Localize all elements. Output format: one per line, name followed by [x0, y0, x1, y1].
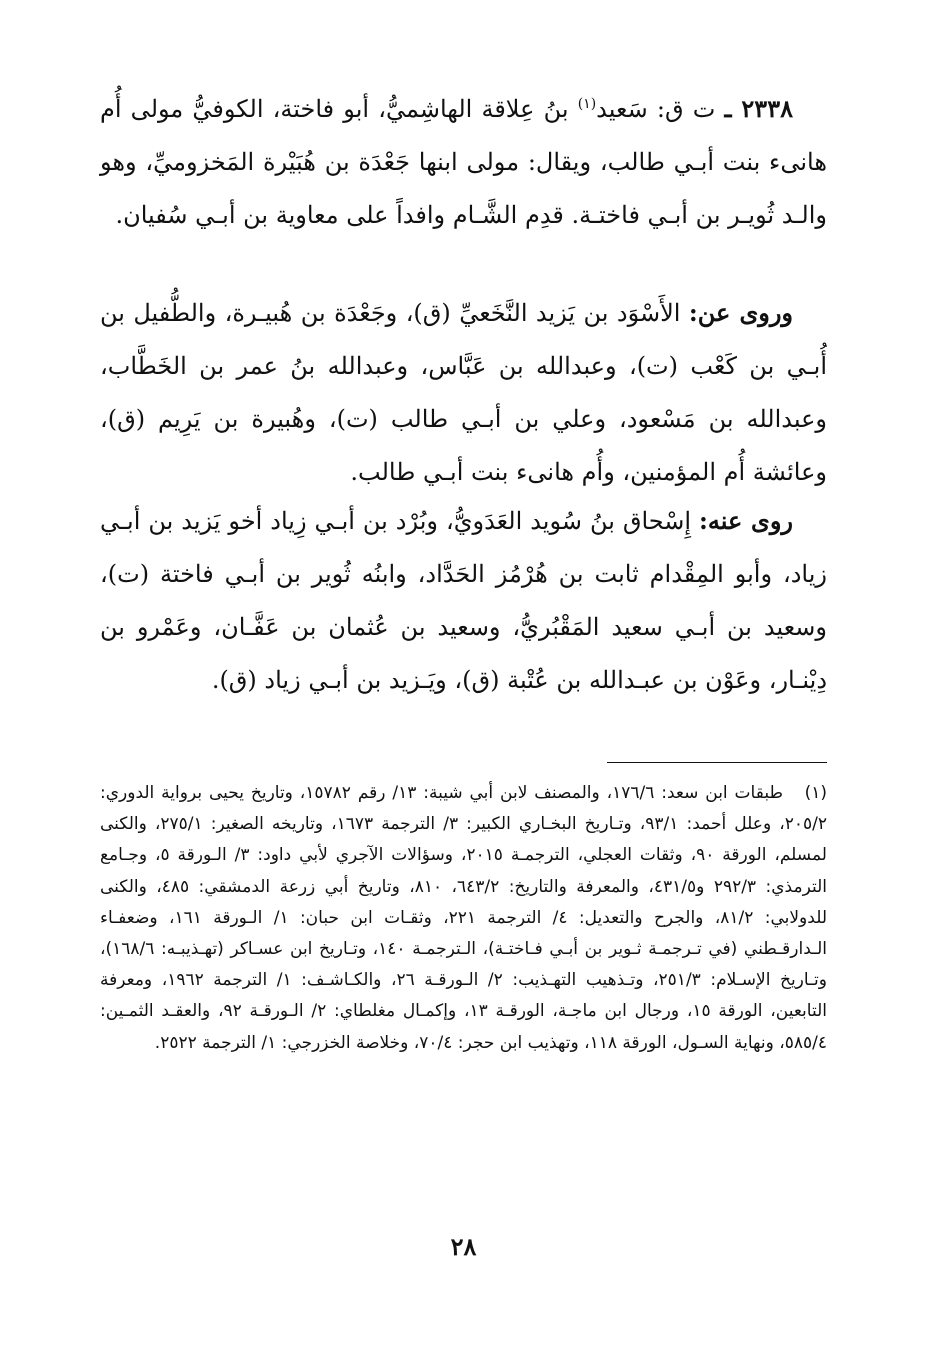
- narrated-from-label: وروى عن:: [688, 298, 794, 327]
- footnote: [100, 778, 827, 1059]
- narrated-from-text: الأَسْوَد بن يَزيد النَّخَعيِّ (ق)، وجَعْدَة بن هُبيـرة، والطُّفيل بن أُبـي بن كَعْب (ت)، وعبدالله بن عَبَّاس، وعبدالله بنُ عمر بن الخَطَّاب، وعبدالله بن مَسْعود، وعلي بن أبـي طالب (ت)، وهُبيرة بن يَرِيم (ق)، وعائشة أُم المؤمنين، وأُم هانىء بنت أبـي طالب.: [100, 299, 827, 486]
- entry-paragraph: [100, 78, 827, 242]
- narrated-by-paragraph: [100, 494, 827, 707]
- page-number: ٢٨: [450, 1232, 477, 1261]
- entry-number: ٢٣٣٨ ـ: [724, 94, 793, 123]
- narrated-from-paragraph: [100, 286, 827, 499]
- biography-entry: [100, 78, 827, 242]
- footnote-marker: (١): [804, 783, 827, 803]
- narrated-from-section: [100, 286, 827, 499]
- footnote-separator: [607, 762, 827, 763]
- footnote-reference: (١): [577, 96, 597, 112]
- narrated-by-label: روى عنه:: [699, 506, 793, 535]
- entry-codes: ت ق:: [656, 95, 716, 123]
- narrated-by-section: [100, 494, 827, 707]
- entry-name: سَعيد: [596, 95, 648, 123]
- narrated-by-text: إِسْحاق بنُ سُويد العَدَويُّ، وبُرْد بن أبـي زِياد أخو يَزيد بن أبـي زياد، وأبو المِقْدام ثابت بن هُرْمُز الحَدَّاد، وابنُه ثُوير بن أبـي فاختة (ت)، وسعيد بن أبـي سعيد المَقْبُريُّ، وسعيد بن عُثمان بن عَفَّـان، وعَمْرو بن دِيْنـار، وعَوْن بن عبـدالله بن عُتْبة (ق)، ويَـزيد بن أبـي زياد (ق).: [100, 507, 827, 694]
- entry-text: بنُ عِلاقة الهاشِميُّ، أبو فاختة، الكوفيُّ مولى أُم هانىء بنت أبـي طالب، ويقال: مولى ابنها جَعْدَة بن هُبَيْرة المَخزوميِّ، وهو والـد ثُويـر بن أبـي فاختـة. قدِم الشَّـام وافداً على معاوية بن أبـي سُفيان.: [100, 95, 827, 229]
- footnote-text: طبقات ابن سعد: ١٧٦/٦، والمصنف لابن أبي شيبة: ١٣/ رقم ١٥٧٨٢، وتاريخ يحيى برواية الدوري: ٢٠٥/٢، وعلل أحمد: ٩٣/١، وتـاريخ البخـاري الكبير: ٣/ الترجمة ١٦٧٣، وتاريخه الصغير: ٢٧٥/١، والكنى لمسلم، الورقة ٩٠، وثقات العجلي، الترجمـة ٢٠١٥، وسؤالات الآجري لأبي داود: ٣/ الـورقة ٥، وجـامع الترمذي: ٢٩٢/٣ و٤٣١/٥، والمعرفة والتاريخ: ٦٤٣/٢، ٨١٠، وتاريخ أبي زرعة الدمشقي: ٤٨٥، والكنى للدولابي: ٨١/٢، والجرح والتعديل: ٤/ الترجمة ٢٢١، وثقـات ابن حبان: ١/ الـورقة ١٦١، وضعفـاء الـدارقـطني (في تـرجمـة ثـوير بن أبـي فـاختـة)، الـترجمـة ١٤٠، وتـاريخ ابن عسـاكر (تهـذيبـه: ١٦٨/٦)، وتـاريخ الإسـلام: ٢٥١/٣، وتـذهيب التهـذيب: ٢/ الـورقـة ٢٦، والكـاشـف: ١/ الترجمة ١٩٦٢، ومعرفة التابعين، الورقة ١٥، ورجال ابن ماجـة، الورقـة ١٣، وإكمـال مغلطاي: ٢/ الـورقـة ٩٢، والعقـد الثمـين: ٥٨٥/٤، ونهاية السـول، الورقة ١١٨، وتهذيب ابن حجر: ٧٠/٤، وخلاصة الخزرجي: ١/ الترجمة ٢٥٢٢.: [100, 783, 828, 1053]
